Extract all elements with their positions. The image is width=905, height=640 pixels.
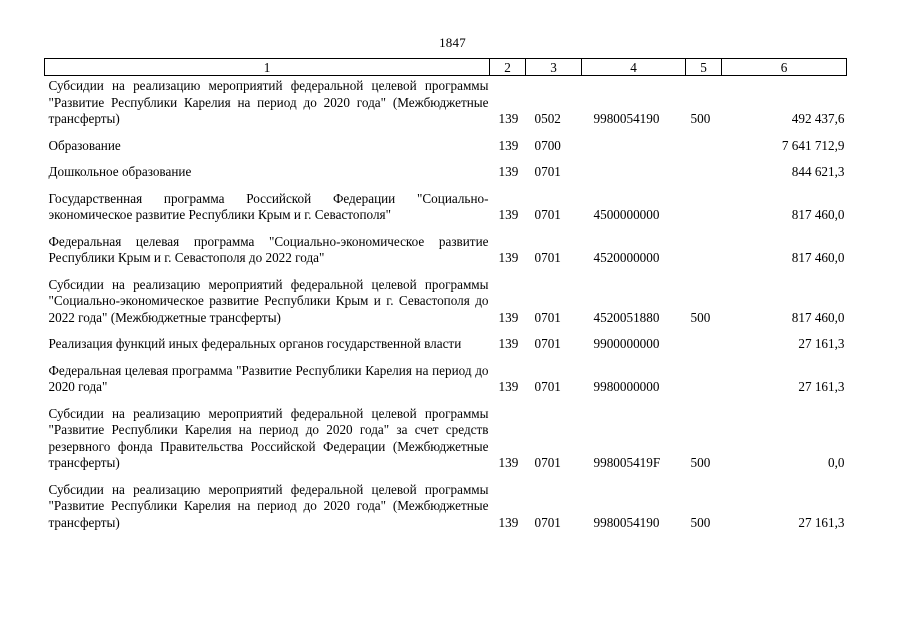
row-expense-type	[686, 138, 722, 155]
row-amount: 0,0	[828, 455, 845, 470]
row-gov: 139	[498, 137, 519, 153]
row-section: 0701	[534, 207, 561, 222]
row-expense-type	[686, 336, 722, 353]
row-amount: 844 621,3	[791, 164, 845, 179]
row-expense-type	[686, 363, 722, 396]
table-row	[45, 234, 847, 267]
budget-table	[44, 58, 847, 531]
row-target: 9900000000	[593, 336, 660, 351]
row-section: 0701	[534, 250, 561, 265]
row-target	[582, 138, 686, 155]
row-amount: 817 460,0	[791, 250, 845, 265]
row-gov: 139	[498, 207, 519, 222]
row-target: 4500000000	[593, 207, 660, 222]
page-number: 1847	[439, 35, 466, 50]
row-amount: 492 437,6	[791, 111, 845, 126]
row-target: 4520000000	[593, 250, 660, 265]
header-row	[45, 59, 847, 76]
row-name: Субсидии на реализацию мероприятий федеральной целевой программы "Развитие Республики Карелия на период до 2020 года" за счет средств резервного фонда Правительства Российской Федерации (Межбюджетные трансферты)	[48, 405, 489, 470]
table-row	[45, 277, 847, 327]
row-name: Субсидии на реализацию мероприятий федеральной целевой программы "Развитие Республики Карелия на период до 2020 года" (Межбюджетные трансферты)	[48, 78, 489, 126]
row-expense-type: 500	[690, 514, 711, 530]
row-gov: 139	[498, 164, 519, 179]
row-target: 998005419F	[593, 455, 661, 470]
row-target: 9980000000	[593, 379, 660, 394]
row-name: Федеральная целевая программа "Социально-экономическое развитие Республики Крым и г. Севастополя до 2022 года"	[48, 233, 489, 265]
row-expense-type: 500	[690, 111, 711, 126]
row-gov: 139	[498, 455, 519, 470]
header-col-2: 2	[490, 59, 526, 76]
row-name: Государственная программа Российской Федерации "Социально-экономическое развитие Республики Крым и г. Севастополя"	[48, 190, 489, 222]
row-gov: 139	[498, 309, 519, 325]
row-section: 0701	[534, 164, 561, 179]
header-col-6: 6	[722, 59, 847, 76]
table-row	[45, 164, 847, 181]
table-row	[45, 406, 847, 472]
table-row	[45, 336, 847, 353]
row-expense-type: 500	[690, 455, 711, 470]
header-col-1: 1	[45, 59, 490, 76]
row-section: 0701	[534, 379, 561, 394]
row-expense-type	[686, 191, 722, 224]
row-target: 9980054190	[593, 111, 660, 126]
row-name: Субсидии на реализацию мероприятий федеральной целевой программы "Социально-экономическое развитие Республики Крым и г. Севастополя до 2022 года" (Межбюджетные трансферты)	[48, 276, 489, 325]
row-section: 0502	[534, 111, 561, 126]
row-name: Образование	[48, 137, 121, 153]
row-name: Субсидии на реализацию мероприятий федеральной целевой программы "Развитие Республики Карелия на период до 2020 года" (Межбюджетные трансферты)	[48, 481, 489, 530]
row-amount: 817 460,0	[791, 309, 845, 325]
table-row	[45, 363, 847, 396]
row-amount: 817 460,0	[791, 207, 845, 222]
row-name: Реализация функций иных федеральных органов государственной власти	[48, 336, 462, 351]
row-amount: 27 161,3	[798, 514, 845, 530]
row-name: Дошкольное образование	[48, 164, 192, 179]
row-gov: 139	[498, 111, 519, 126]
row-target: 9980054190	[593, 514, 660, 530]
row-gov: 139	[498, 250, 519, 265]
row-expense-type	[686, 164, 722, 181]
row-target: 4520051880	[593, 309, 660, 325]
row-gov: 139	[498, 379, 519, 394]
header-col-4: 4	[582, 59, 686, 76]
table-row	[45, 191, 847, 224]
table-row	[45, 482, 847, 532]
table-row	[45, 138, 847, 155]
row-section: 0701	[534, 455, 561, 470]
header-col-5: 5	[686, 59, 722, 76]
row-name: Федеральная целевая программа "Развитие Республики Карелия на период до 2020 года"	[48, 362, 489, 394]
row-amount: 27 161,3	[798, 379, 845, 394]
table-row	[45, 78, 847, 128]
row-expense-type	[686, 234, 722, 267]
row-section: 0701	[534, 514, 561, 530]
row-amount: 27 161,3	[798, 336, 845, 351]
row-amount: 7 641 712,9	[781, 137, 845, 153]
row-expense-type: 500	[690, 309, 711, 325]
row-gov: 139	[498, 514, 519, 530]
row-target	[582, 164, 686, 181]
header-col-3: 3	[526, 59, 582, 76]
row-gov: 139	[498, 336, 519, 351]
row-section: 0701	[534, 336, 561, 351]
row-section: 0700	[534, 137, 561, 153]
row-section: 0701	[534, 309, 561, 325]
